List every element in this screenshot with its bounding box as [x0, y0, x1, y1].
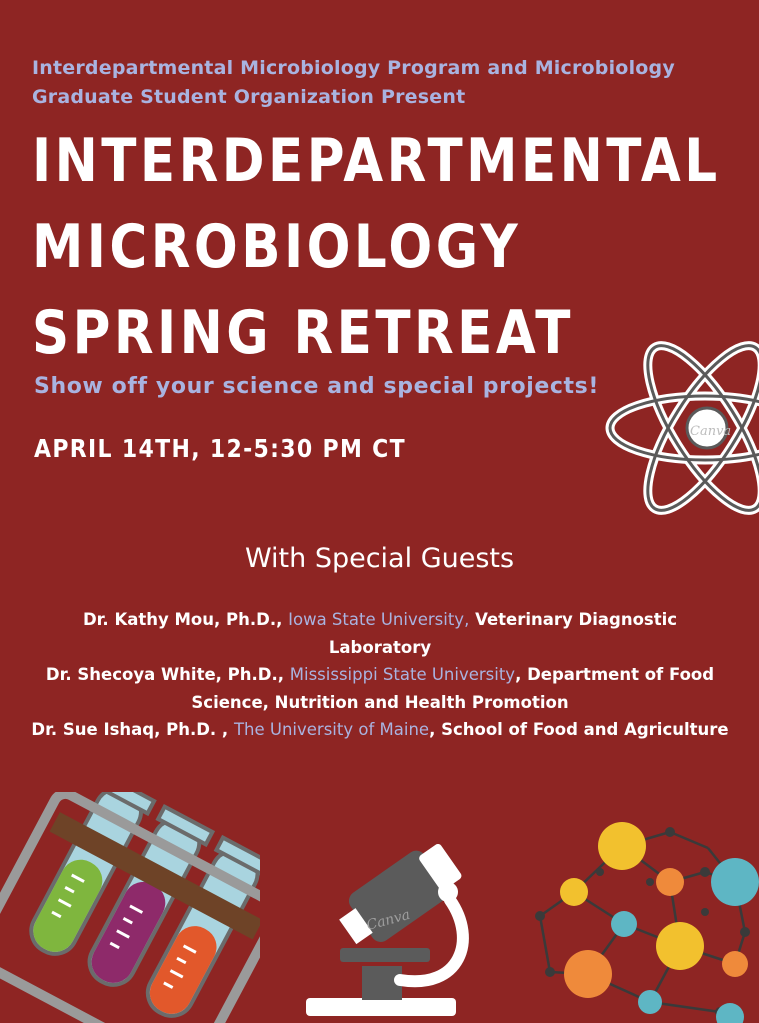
title-line-2: MICROBIOLOGY — [32, 212, 522, 282]
guest-university: Mississippi State University — [289, 665, 516, 684]
presenter-line: Interdepartmental Microbiology Program and Microbiology Graduate Student Organization Present — [32, 57, 675, 108]
guest-entry — [30, 716, 730, 744]
guest-department: Veterinary Diagnostic Laboratory — [328, 610, 678, 657]
guest-department: , Department of Food Science, Nutrition and Health Promotion — [191, 665, 715, 712]
guest-entry — [30, 661, 730, 716]
guest-university: The University of Maine — [233, 720, 430, 739]
guest-name: Dr. Kathy Mou, Ph.D., — [82, 610, 289, 629]
guest-name: Dr. Shecoya White, Ph.D., — [45, 665, 290, 684]
event-title — [32, 118, 721, 376]
guest-entry — [30, 606, 730, 661]
guest-department: , School of Food and Agriculture — [429, 720, 729, 739]
guests-heading: With Special Guests — [244, 543, 515, 574]
title-line-1: INTERDEPARTMENTAL — [32, 126, 721, 196]
molecule-network-icon — [530, 812, 759, 1023]
microscope-icon — [300, 840, 490, 1023]
tagline: Show off your science and special projects! — [34, 374, 599, 399]
atom-icon — [600, 328, 759, 528]
watermark-text: Canva — [364, 906, 412, 934]
guest-university: Iowa State University, — [288, 610, 470, 629]
test-tubes-icon — [0, 792, 260, 1023]
guest-name: Dr. Sue Ishaq, Ph.D. , — [31, 720, 234, 739]
title-line-3: SPRING RETREAT — [32, 298, 574, 368]
event-date: APRIL 14TH, 12-5:30 PM CT — [34, 434, 406, 463]
watermark-text: Canva — [690, 424, 732, 439]
guest-list — [30, 606, 730, 744]
